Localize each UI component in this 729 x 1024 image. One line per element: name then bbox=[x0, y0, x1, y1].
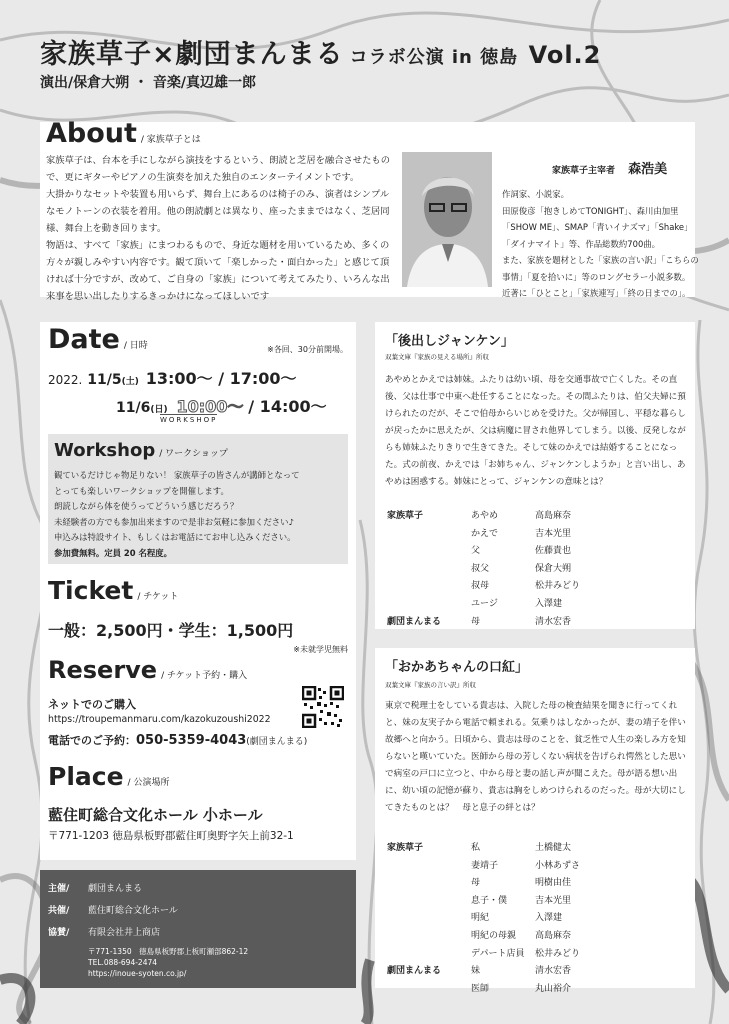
cast-group: 劇団まんまる bbox=[387, 966, 442, 977]
ticket-heading-jp: / チケット bbox=[137, 592, 179, 602]
profile-role: 家族草子主宰者 bbox=[552, 166, 616, 176]
workshop-heading bbox=[54, 440, 228, 461]
cast-role: 私 bbox=[471, 843, 481, 853]
day2-workshop-time: 10:00～ bbox=[176, 397, 244, 416]
profile-line: 「SHOW ME」、SMAP「青いイナズマ」「Shake」 bbox=[502, 222, 693, 232]
date-day1 bbox=[48, 366, 297, 389]
ticket-note: ※未就学児無料 bbox=[293, 645, 348, 654]
cast-role: 医師 bbox=[471, 983, 490, 994]
day2-time: / 14:00～ bbox=[248, 397, 327, 416]
title-sub: コラボ公演 in 徳島 bbox=[349, 47, 519, 68]
cast-group bbox=[387, 561, 471, 579]
cast-role: 叔母 bbox=[471, 581, 490, 592]
supporter-name: 有限会社井上商店 bbox=[88, 928, 161, 938]
author-photo bbox=[402, 152, 492, 287]
place-heading-en: Place bbox=[48, 762, 124, 791]
reserve-tel bbox=[48, 732, 307, 748]
about-paragraph: 大掛かりなセットや装置も用いらず、舞台上にあるのは椅子のみ、演者はシンプルなモノトーンの衣装を着用。他の朗読劇とは異なり、座ったままではなく、芝居同様、舞台上を動き回ります。 bbox=[46, 189, 390, 234]
date-heading-en: Date bbox=[48, 324, 120, 355]
cast-actor: 土橋健太 bbox=[535, 843, 572, 853]
workshop-line: とっても楽しいワークショップを開催します。 bbox=[54, 485, 229, 496]
workshop-fee: 参加費無料。定員 20 名程度。 bbox=[54, 547, 172, 558]
profile-text bbox=[502, 186, 699, 302]
reserve-heading-jp: / チケット予約・購入 bbox=[161, 671, 248, 681]
cast-row bbox=[387, 526, 615, 544]
cast-actor: 松井みどり bbox=[535, 581, 581, 592]
cast-row bbox=[387, 596, 615, 614]
cast-group bbox=[387, 946, 471, 964]
place-address: 〒771-1203 徳島県板野郡藍住町奥野字矢上前32-1 bbox=[48, 830, 294, 842]
date-year: 2022. bbox=[48, 373, 83, 387]
cast-row bbox=[387, 858, 615, 876]
workshop-line: 朗読しながら体を使うってどういう感じだろう？ bbox=[54, 501, 239, 511]
reserve-net-label: ネットでのご購入 bbox=[48, 698, 136, 711]
day2-weekday: (日) bbox=[150, 405, 168, 415]
cast-actor: 入澤建 bbox=[535, 913, 563, 924]
about-paragraph: 物語は、すべて「家族」にまつわるもので、身近な題材を用いているため、多くの方々が親しみやすい内容です。観て頂いて「楽しかった・面白かった」と感じて頂ければ十分ですが、改めて、ご自身の「家族」について考えてみたり、いろんな出来事を思い出したりするきっかけになってほしいです bbox=[46, 240, 390, 302]
sponsor-panel bbox=[40, 870, 356, 988]
cast-actor: 清水宏香 bbox=[535, 616, 572, 627]
supporter-details bbox=[88, 946, 248, 979]
place-heading bbox=[48, 762, 169, 791]
cast-row bbox=[387, 543, 615, 561]
cast-row bbox=[387, 614, 615, 632]
cast-row bbox=[387, 893, 615, 911]
cast-role: あやめ bbox=[471, 511, 499, 521]
co-organizer-label: 共催/ bbox=[48, 906, 70, 916]
cast-actor: 丸山裕介 bbox=[535, 983, 572, 994]
title-vol: Vol.2 bbox=[528, 41, 602, 69]
story2-source: 双葉文庫『家族の言い訳』所収 bbox=[385, 681, 476, 689]
cast-role: デパート店員 bbox=[471, 948, 525, 959]
co-organizer-name: 藍住町総合文化ホール bbox=[88, 906, 178, 916]
cast-row bbox=[387, 946, 615, 964]
cast-group bbox=[387, 981, 471, 999]
profile-line: 事情」「夏を拾いに」等のロングセラー小説多数。 bbox=[502, 271, 691, 282]
profile-line: 近著に「ひとこと」「家族連写」「終の日までの」。 bbox=[502, 288, 691, 298]
day1-date: 11/5 bbox=[87, 372, 122, 388]
qr-code-icon[interactable] bbox=[302, 686, 344, 728]
about-paragraph: 家族草子は、台本を手にしながら演技をするという、朗読と芝居を融合させたもので、更にギターやピアノの生演奏を加えた独自のエンターテイメントです。 bbox=[46, 155, 390, 183]
cast-role: 母 bbox=[471, 878, 481, 889]
cast-group bbox=[387, 578, 471, 596]
cast-group bbox=[387, 875, 471, 893]
ticket-heading-en: Ticket bbox=[48, 576, 134, 605]
cast-actor: 明樹由佳 bbox=[535, 878, 572, 889]
supporter-url-link[interactable]: https://inoue-syoten.co.jp/ bbox=[88, 969, 187, 978]
cast-actor: 入澤建 bbox=[535, 598, 563, 609]
cast-group: 家族草子 bbox=[387, 843, 424, 853]
cast-group bbox=[387, 928, 471, 946]
cast-row bbox=[387, 875, 615, 893]
story1-cast bbox=[387, 508, 615, 631]
cast-role: 父 bbox=[471, 546, 481, 557]
cast-row bbox=[387, 578, 615, 596]
reserve-url-link[interactable]: https://troupemanmaru.com/kazokuzoushi2022 bbox=[48, 714, 271, 725]
cast-group bbox=[387, 910, 471, 928]
cast-group bbox=[387, 526, 471, 544]
cast-actor: 吉本光里 bbox=[535, 528, 572, 539]
story2-title: 「おかあちゃんの口紅」 bbox=[385, 660, 529, 675]
cast-role: 母 bbox=[471, 616, 481, 627]
ticket-heading bbox=[48, 576, 178, 605]
about-text bbox=[46, 152, 394, 305]
about-heading-jp: / 家族草子とは bbox=[140, 135, 201, 145]
reserve-tel-note: (劇団まんまる) bbox=[246, 737, 308, 747]
workshop-heading-jp: / ワークショップ bbox=[159, 449, 228, 459]
title-main: 家族草子×劇団まんまる bbox=[40, 39, 344, 70]
date-note: ※各回、30分前開場。 bbox=[267, 345, 348, 354]
date-heading-jp: / 日時 bbox=[123, 341, 148, 351]
cast-row bbox=[387, 928, 615, 946]
title bbox=[40, 32, 601, 71]
cast-role: 明紀 bbox=[471, 913, 490, 924]
story1-panel bbox=[375, 322, 695, 629]
cast-role: ユージ bbox=[471, 598, 498, 609]
cast-group: 家族草子 bbox=[387, 511, 424, 521]
cast-group bbox=[387, 893, 471, 911]
cast-role: 妹 bbox=[471, 966, 481, 977]
credits: 演出/保倉大朔 ・ 音楽/真辺雄一郎 bbox=[40, 75, 256, 91]
cast-group bbox=[387, 858, 471, 876]
sponsor-list bbox=[48, 878, 178, 944]
workshop-text bbox=[54, 468, 300, 561]
profile-name: 森浩美 bbox=[628, 162, 668, 177]
supporter-label: 協賛/ bbox=[48, 928, 70, 938]
reserve-heading bbox=[48, 656, 247, 684]
workshop-line: 申込みは特設サイト、もしくはお電話にてお申し込みください。 bbox=[54, 532, 296, 542]
story1-title: 「後出しジャンケン」 bbox=[385, 334, 514, 349]
reserve-tel-number[interactable]: 050-5359-4043 bbox=[136, 733, 247, 748]
workshop-heading-en: Workshop bbox=[54, 440, 156, 461]
workshop-line: 観ているだけじゃ物足りない！ 家族草子の皆さんが講師となって bbox=[54, 470, 300, 480]
date-heading bbox=[48, 324, 148, 355]
profile-line: 「ダイナマイト」等、作品総数約700曲。 bbox=[502, 238, 661, 249]
info-panel bbox=[40, 322, 356, 860]
profile-line: 作詞家、小説家。 bbox=[502, 189, 569, 199]
cast-actor: 吉本光里 bbox=[535, 895, 572, 906]
cast-row bbox=[387, 963, 615, 981]
supporter-tel: TEL.088-694-2474 bbox=[88, 958, 158, 967]
day2-date: 11/6 bbox=[116, 400, 151, 416]
workshop-line: 未経験者の方でも参加出来ますので是非お気軽に参加ください♪ bbox=[54, 516, 294, 527]
cast-role: 息子・僕 bbox=[471, 895, 508, 906]
cast-role: 明紀の母親 bbox=[471, 930, 517, 941]
cast-actor: 高島麻奈 bbox=[535, 930, 572, 941]
cast-actor: 高島麻奈 bbox=[535, 511, 572, 521]
cast-row bbox=[387, 561, 615, 579]
story1-source: 双葉文庫『家族の見える場所』所収 bbox=[385, 353, 489, 361]
reserve-tel-label: 電話でのご予約： bbox=[48, 734, 136, 747]
workshop-tag: WORKSHOP bbox=[160, 416, 218, 424]
place-venue: 藍住町総合文化ホール 小ホール bbox=[48, 806, 263, 824]
cast-role: 叔父 bbox=[471, 563, 490, 574]
cast-group: 劇団まんまる bbox=[387, 616, 442, 627]
story2-synopsis: 東京で税理士をしている貴志は、入院した母の検査結果を聞きに行ってくれと、妹の友実子から電話で頼まれる。気乗りはしなかったが、妻の靖子を伴い故郷へと向かう。日頃から、貴志は母のことを、貧乏性で人生の楽しみ方を知らないと嘆いていた。医師から母の芳しくない病状を告げられ愕然とした思いで病室の戸口に立つと、中から母と妻の話し声が聞こえた。母が語る想い出に、幼い頃の記憶が蘇り、貴志は胸をしめつけられるのだった。母が大切にしてきたものとは？ 母と息子の絆とは？ bbox=[385, 701, 686, 813]
day1-weekday: (土) bbox=[121, 377, 139, 387]
day1-times: 13:00～ / 17:00～ bbox=[145, 369, 297, 388]
cast-role: 妻靖子 bbox=[471, 860, 499, 871]
cast-actor: 清水宏香 bbox=[535, 966, 572, 977]
supporter-address: 〒771-1350 徳島県板野郡上板町瀬部862-12 bbox=[88, 947, 249, 956]
about-heading-en: About bbox=[46, 118, 137, 149]
profile-line: 田原俊彦「抱きしめてTONIGHT」、森川由加里 bbox=[502, 205, 679, 216]
ticket-price: 一般：2,500円・学生：1,500円 bbox=[48, 621, 294, 640]
about-panel bbox=[40, 118, 699, 302]
cast-actor: 小林あずさ bbox=[535, 860, 581, 871]
cast-row bbox=[387, 840, 615, 858]
cast-row bbox=[387, 981, 615, 999]
profile-line: また、家族を題材とした「家族の言い訳」「こちらの bbox=[502, 255, 699, 265]
organizer-name: 劇団まんまる bbox=[88, 884, 143, 894]
cast-role: かえで bbox=[471, 528, 499, 539]
cast-group bbox=[387, 596, 471, 614]
cast-group bbox=[387, 543, 471, 561]
story2-panel bbox=[375, 648, 695, 994]
profile-header bbox=[552, 158, 667, 177]
story2-cast bbox=[387, 840, 615, 998]
about-heading bbox=[46, 118, 201, 149]
place-heading-jp: / 公演場所 bbox=[127, 778, 170, 788]
cast-row bbox=[387, 910, 615, 928]
cast-row bbox=[387, 508, 615, 526]
cast-actor: 松井みどり bbox=[535, 948, 581, 959]
organizer-label: 主催/ bbox=[48, 884, 70, 894]
story1-synopsis: あやめとかえでは姉妹。ふたりは幼い頃、母を交通事故で亡くした。その直後、父は仕事で中東へ赴任することになった。その間ふたりは、伯父夫婦に預けられたのだが、そこで伯母からいじめを受けた。父が帰国し、平穏な暮らしが戻ったかに思えたが、父は病魔に冒され他界してしまう。以後、反発しながらも姉妹ふたりきりで生きてきた。そして妹のかえでは結婚することになった。式の前夜、かえでは「お姉ちゃん、ジャンケンしようか」と言い出し、あやめは困惑する。姉妹にとって、ジャンケンの意味とは？ bbox=[385, 375, 686, 487]
cast-actor: 佐藤貴也 bbox=[535, 546, 572, 557]
date-day2 bbox=[116, 394, 327, 417]
cast-actor: 保倉大朔 bbox=[535, 563, 572, 574]
reserve-heading-en: Reserve bbox=[48, 656, 158, 684]
workshop-box bbox=[48, 434, 348, 564]
